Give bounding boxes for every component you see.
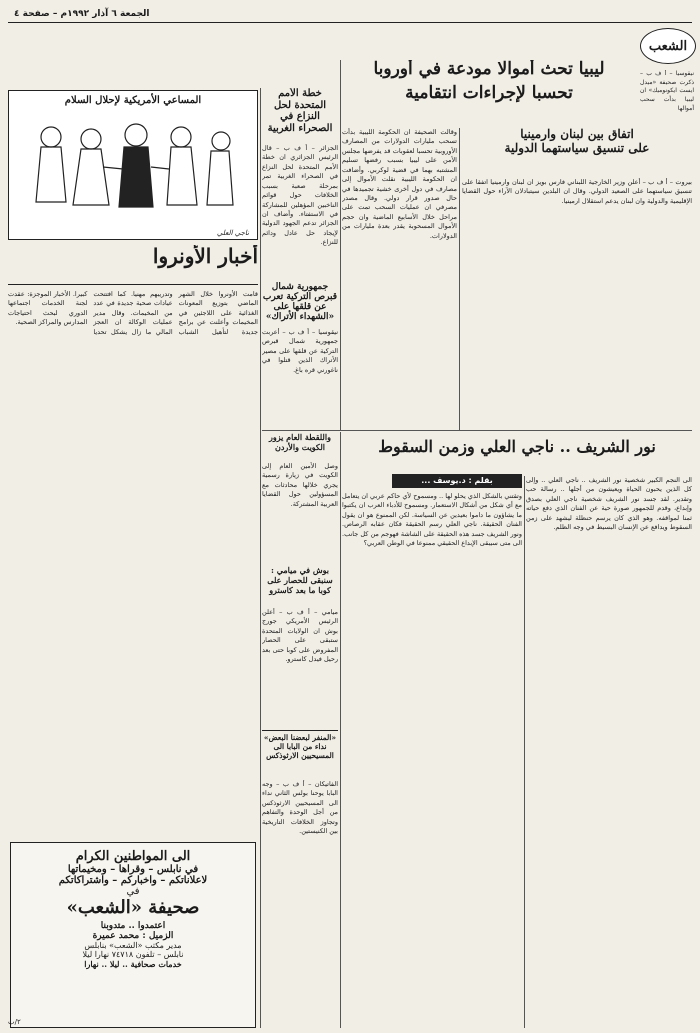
lead-kicker: نيقوسيا – أ ف ب – ذكرت صحيفة «ميدل ايست ايكونوميك» ان ليبيا بدأت سحب أموالها — [640, 70, 694, 112]
cartoon-caption: المساعي الأمريكية لإحلال السلام — [64, 95, 202, 106]
ad-line-8: مدير مكتب «الشعب» بنابلس — [84, 941, 182, 950]
lead-body: وقالت الصحيفة ان الحكومة الليبية بدأت تسحب مليارات الدولارات من المصارف الأوروبية تحسبا لعقوبات قد يفرضها مجلس الأمن على ليبيا بسبب رفضها تسليم المشتبه بهما في قضية لوكربي. وأضافت ان الحكومة الليبية نقلت الأموال إلى مصارف في دول أخرى خشية تجميدها في حال صدور قرار دولي. وقال مصدر مصرفي ان عمليات السحب تمت على مراحل خلال الأسابيع الماضية وان حجم الأموال المسحوبة يقدر بعدة مليارات من الدولارات. — [342, 128, 457, 240]
ad-line-7: الزميل : محمد عميرة — [92, 931, 174, 941]
un-body: الجزائر – أ ف ب – قال الرئيس الجزائري ان خطة الأمم المتحدة لحل النزاع في الصحراء الغربية تمر بمرحلة صعبة بسبب الخلافات حول قوائم الناخبين المؤهلين للمشاركة في الاستفتاء. وأضاف ان الجزائر تدعم الجهود الدولية لإيجاد حل عادل ودائم للنزاع. — [262, 144, 338, 247]
footer-code: ٢/ب — [8, 1018, 21, 1026]
opinion-byline: بقلم : د.يوسف ... — [392, 474, 522, 488]
pope-body: الفاتيكان – أ ف ب – وجه البابا يوحنا بولس الثاني نداء الى المسيحيين الارثوذكس من أجل الوحدة والتفاهم وتجاوز الخلافات التاريخية بين الكنيستين. — [262, 780, 338, 836]
ad-box — [10, 842, 256, 1028]
lead-headline-block — [342, 60, 636, 124]
bush-body: ميامي – أ ف ب – أعلن الرئيس الأمريكي جورج بوش ان الولايات المتحدة ستبقى على الحصار المفروض على كوبا حتى بعد رحيل فيدل كاسترو. — [262, 608, 338, 664]
lead-headline-2: تحسبا لإجراءات انتقامية — [405, 82, 573, 103]
ad-line-9: نابلس – تلفون ٧٤٧١٨ نهارا ليلا — [82, 950, 184, 959]
divider — [459, 128, 460, 430]
sg-body: وصل الأمين العام إلى الكويت في زيارة رسمية يجري خلالها محادثات مع المسؤولين حول القضايا العربية المشتركة. — [262, 462, 338, 508]
divider — [260, 88, 261, 1028]
cyprus-body: نيقوسيا – أ ف ب – أعربت جمهورية شمال قبرص التركية عن قلقها على مصير الأتراك الذين قتلوا في ناغورني قره باغ. — [262, 328, 338, 374]
cartoon-drawing — [11, 107, 257, 227]
divider — [262, 430, 692, 431]
opinion-headline-block — [342, 438, 692, 474]
lebanon-headline-block — [462, 128, 692, 174]
bush-headline-block — [262, 565, 338, 605]
masthead-bar — [8, 6, 692, 23]
ad-line-10: خدمات صحافية .. ليلا .. نهارا — [84, 959, 182, 969]
opinion-body-left: وتقتني بالشكل الذي يحلو لها .. ومسموح لأي حاكم عربي ان يتعامل مع أي شكل من أشكال الاستعمار. ومسموح للأدباء العرب ان يكتبوا ما يشاؤون ما داموا بعيدين عن السياسة. لكن الممنوع هو ان يقول الفنان الحقيقة. ناجي العلي رسم الحقيقة فكان عقابه الرصاص. ونور الشريف جسد هذه الحقيقة على الشاشة فهوجم من كل جانب. الى متى سيبقى الإبداع الحقيقي ممنوعا في الوطن العربي؟ — [342, 492, 522, 548]
divider — [340, 60, 341, 430]
cyprus-headline-block — [262, 282, 338, 324]
ad-line-6: اعتمدوا .. متدوبنا — [100, 921, 166, 931]
ad-line-5: صحيفة «الشعب» — [66, 897, 200, 918]
lead-headline-1: ليبيا تحث أموالا مودعة في أوروبا — [373, 60, 605, 79]
news-summary-headline: أخبار الأونروا — [152, 245, 258, 268]
divider — [340, 432, 341, 1028]
ad-line-1: الى المواطنين الكرام — [75, 849, 191, 864]
un-headline: خطة الأمم المتحدة لحل النزاع في الصحراء الغربية — [267, 88, 333, 134]
bush-headline: بوش في ميامي : سنبقى للحصار على كوبا ما بعد كاسترو — [267, 565, 333, 595]
lebanon-headline-1: اتفاق بين لبنان وارمينيا — [520, 128, 634, 141]
lebanon-headline-2: على تنسيق سياستهما الدولية — [504, 140, 650, 155]
sg-headline: واللقطة العام يزور الكويت والأردن — [269, 432, 331, 452]
ad-line-3: لاعلاناتكم – واخباركم – واشتراكاتكم — [58, 875, 208, 886]
cartoon-panel — [8, 90, 258, 240]
un-headline-block — [262, 88, 338, 140]
lebanon-body: بيروت – أ ف ب – أعلن وزير الخارجية اللبناني فارس بويز ان لبنان وارمينيا اتفقا على تنسيق سياستهما على الصعيد الدولي. وقال ان البلدين سيتبادلان الآراء حول القضايا الإقليمية والدولية وان لبنان يدعم استقلال ارمينيا. — [462, 178, 692, 205]
pope-headline-block — [262, 730, 338, 778]
ad-line-2: في نابلس – وقراها – ومخيماتها — [67, 864, 199, 875]
cyprus-headline: جمهورية شمال قبرص التركية تعرب عن قلقها على «الشهداء الأتراك» — [262, 282, 338, 322]
date-line: الجمعة ٦ آذار ١٩٩٢م – صفحة ٤ — [14, 9, 150, 19]
pope-headline: «المنفر لبعضنا البعض» نداء من البابا الى المسيحيين الارثوذكس — [263, 733, 337, 760]
sg-headline-block — [262, 432, 338, 460]
paper-logo: الشعب — [640, 28, 696, 64]
ad-line-4: في — [126, 886, 140, 897]
opinion-headline: نور الشريف .. ناجي العلي وزمن السقوط — [378, 438, 656, 456]
opinion-body-right: الى النجم الكبير شخصية نور الشريف .. ناجي العلي .. وإلى كل الذين يحبون الحياة ويعيشون من أجلها .. رسالة حب وتقدير. لقد جسد نور الشريف شخصية ناجي العلي بصدق وإبداع، وقدم للجمهور صورة حية عن الفنان الذي دفع حياته ثمنا لمواقفه. وهو الذي كان يرسم حنظلة ليشهد على زمن السقوط ويدافع عن الإنسان البسيط في وجه الظلم. — [526, 476, 692, 532]
cartoon-signature: ناجي العلي — [216, 229, 249, 237]
news-summary-body: قامت الأونروا خلال الشهر الماضي بتوزيع المعونات الغذائية على اللاجئين في المخيمات وأعلنت عن برامج جديدة لتأهيل الشباب وتدريبهم مهنيا. كما افتتحت عيادات صحية جديدة في عدد من المخيمات. وقال مدير عمليات الوكالة ان العجز المالي ما زال يشكل تحديا كبيرا. الأخبار الموجزة: عقدت لجنة الخدمات اجتماعها الدوري لبحث احتياجات المدارس والمراكز الصحية. — [8, 290, 258, 336]
news-summary-headline-block — [8, 245, 258, 285]
divider — [524, 476, 525, 1028]
